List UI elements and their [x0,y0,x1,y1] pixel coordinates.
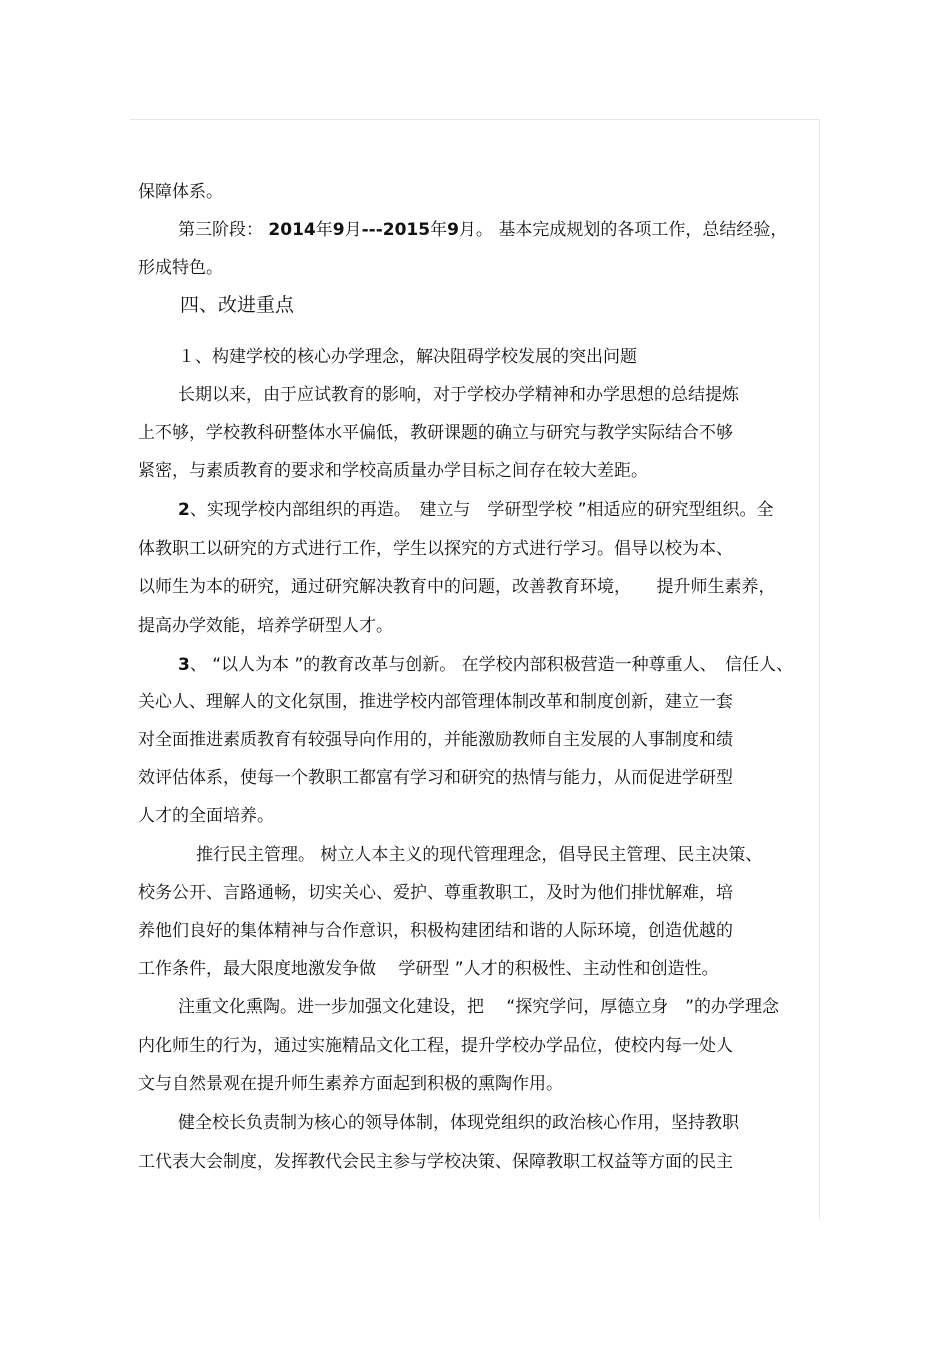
text-line: 以师生为本的研究，通过研究解决教育中的问题，改善教育环境， 提升师生素养， [138,577,776,597]
text-line: 注重文化熏陶。进一步加强文化建设，把 “探究学问，厚德立身 ”的办学理念 [178,997,780,1017]
text-line: 3、 “以人为本 ”的教育改革与创新。 在学校内部积极营造一种尊重人、 信任人、 [178,655,794,675]
text-line: 健全校长负责制为核心的领导体制，体现党组织的政治核心作用，坚持教职 [178,1113,739,1133]
text-line: 形成特色。 [138,258,223,278]
text-line: 工作条件，最大限度地激发争做 学研型 ”人才的积极性、主动性和创造性。 [138,959,719,979]
text-line: 关心人、理解人的文化氛围，推进学校内部管理体制改革和制度创新，建立一套 [138,692,733,712]
text-line: 上不够，学校教科研整体水平偏低，教研课题的确立与研究与教学实际结合不够 [138,423,733,443]
text-line: 提高办学效能，培养学研型人才。 [138,616,393,636]
page-border-right [819,119,820,1219]
text-line: 工代表大会制度，发挥教代会民主参与学校决策、保障教职工权益等方面的民主 [138,1152,733,1172]
text-line: 校务公开、言路通畅，切实关心、爱护、尊重教职工，及时为他们排忧解难，培 [138,883,733,903]
text-line: 第三阶段： 2014年9月---2015年9月。 基本完成规划的各项工作，总结经验， [178,220,788,240]
text-line: 养他们良好的集体精神与合作意识，积极构建团结和谐的人际环境，创造优越的 [138,921,733,941]
text-line: 长期以来，由于应试教育的影响，对于学校办学精神和办学思想的总结提炼 [178,385,739,405]
text-line: 对全面推进素质教育有较强导向作用的，并能激励教师自主发展的人事制度和绩 [138,730,733,750]
text-line: 紧密，与素质教育的要求和学校高质量办学目标之间存在较大差距。 [138,461,648,481]
subheading: １、构建学校的核心办学理念，解决阻碍学校发展的突出问题 [178,347,637,367]
text-line: 效评估体系，使每一个教职工都富有学习和研究的热情与能力，从而促进学研型 [138,768,733,788]
page-border-top [130,119,820,120]
text-line: 内化师生的行为，通过实施精品文化工程，提升学校办学品位，使校内每一处人 [138,1036,733,1056]
section-heading: 四、改进重点 [180,294,295,316]
text-line: 人才的全面培养。 [138,806,274,826]
text-line: 保障体系。 [138,182,223,202]
text-line: 体教职工以研究的方式进行工作，学生以探究的方式进行学习。倡导以校为本、 [138,539,733,559]
text-line: 推行民主管理。 树立人本主义的现代管理理念，倡导民主管理、民主决策、 [196,845,763,865]
text-line: 文与自然景观在提升师生素养方面起到积极的熏陶作用。 [138,1074,563,1094]
text-line: 2、实现学校内部组织的再造。 建立与 学研型学校 ”相适应的研究型组织。全 [178,500,774,520]
